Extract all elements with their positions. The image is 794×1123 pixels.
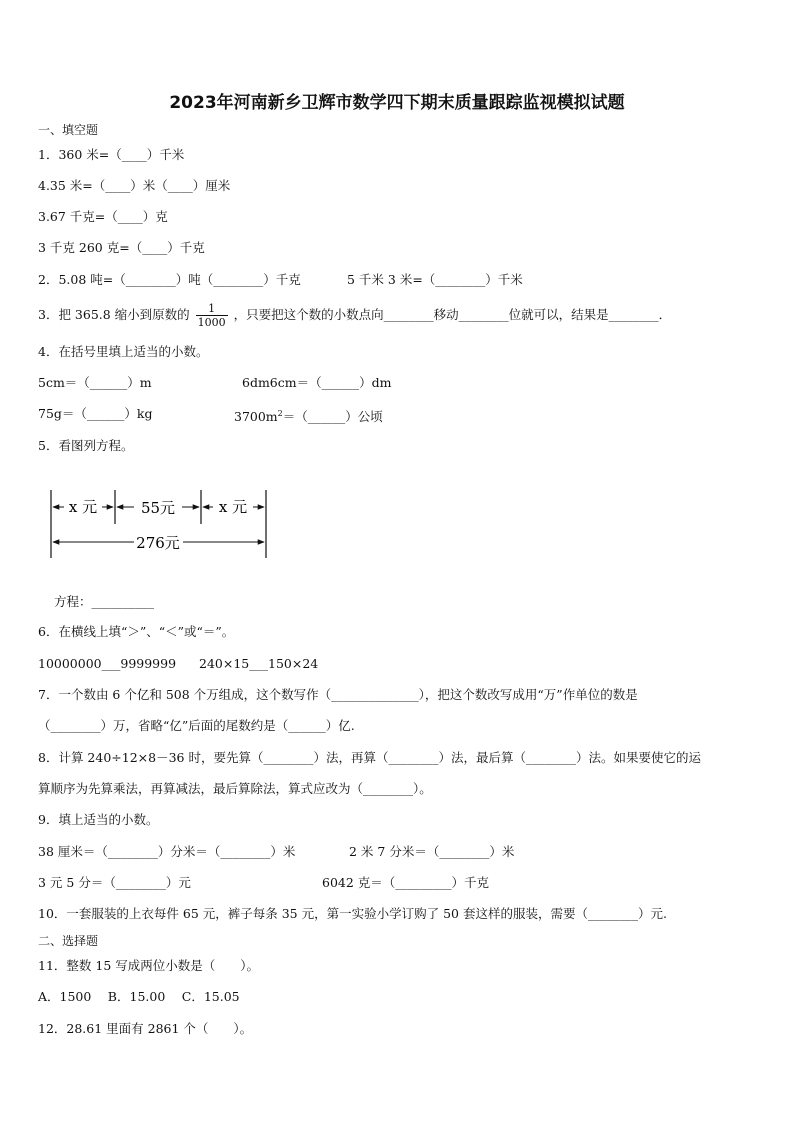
question-6: 6．在横线上填“＞”、“＜”或“＝”。 [38, 624, 235, 639]
question-8-line1: 8．计算 240÷12×8－36 时，要先算（________）法，再算（________）法，最后算（________）法。如果要使它的运 [38, 750, 701, 765]
question-7-line2: （________）万，省略“亿”后面的尾数约是（______）亿. [38, 718, 355, 733]
question-1d: 3 千克 260 克=（____）千克 [38, 240, 205, 255]
section-heading-choice: 二、选择题 [38, 934, 99, 948]
question-7-line1: 7．一个数由 6 个亿和 508 个万组成，这个数写作（______________），把这个数改写成用“万”作单位的数是 [38, 687, 638, 702]
line-segment-diagram [40, 482, 280, 562]
question-6a: 10000000___9999999 [38, 656, 177, 671]
question-11: 11．整数 15 写成两位小数是（ ）。 [38, 958, 260, 973]
question-1c: 3.67 千克=（____）克 [38, 209, 168, 224]
question-4c: 75g＝（______）kg [38, 406, 153, 421]
question-3-prefix: 3．把 365.8 缩小到原数的 [38, 307, 190, 322]
page-title: 2023年河南新乡卫辉市数学四下期末质量跟踪监视模拟试题 [169, 93, 625, 113]
question-1a: 1．360 米=（____）千米 [38, 147, 185, 162]
segment-label-x2: x 元 [218, 498, 248, 516]
question-3-suffix: ，只要把这个数的小数点向________移动________位就可以，结果是________． [233, 307, 672, 322]
question-3 [38, 300, 671, 330]
segment-label-x1: x 元 [68, 498, 98, 516]
question-4a: 5cm＝（______）m [38, 375, 152, 390]
section-heading-fill-blank: 一、填空题 [38, 123, 99, 137]
question-4d-suffix: ＝（______）公顷 [282, 409, 383, 425]
question-6b: 240×15___150×24 [199, 656, 319, 671]
question-5-equation: 方程：__________ [54, 594, 155, 609]
question-9d: 6042 克＝（_________）千克 [322, 875, 490, 890]
question-4b: 6dm6cm＝（______）dm [242, 375, 392, 390]
question-2a: 2．5.08 吨=（________）吨（________）千克 [38, 272, 301, 287]
fraction-numerator: 1 [196, 302, 228, 316]
fraction-denominator: 1000 [197, 316, 226, 329]
question-1b: 4.35 米=（____）米（____）厘米 [38, 178, 231, 193]
question-4: 4．在括号里填上适当的小数。 [38, 344, 209, 359]
total-label: 276元 [136, 534, 180, 552]
question-12: 12．28.61 里面有 2861 个（ ）。 [38, 1021, 253, 1036]
question-4d-prefix: 3700m [234, 409, 278, 425]
question-2b: 5 千米 3 米=（________）千米 [347, 272, 523, 287]
segment-label-55: 55元 [140, 499, 176, 517]
fraction [196, 302, 228, 329]
question-5: 5．看图列方程。 [38, 438, 134, 453]
question-4d [234, 406, 383, 425]
question-9b: 2 米 7 分米＝（________）米 [349, 844, 515, 859]
question-9c: 3 元 5 分＝（________）元 [38, 875, 191, 890]
question-10: 10．一套服装的上衣每件 65 元，裤子每条 35 元，第一实验小学订购了 50 套这样的服装，需要（________）元. [38, 906, 667, 921]
question-9a: 38 厘米＝（________）分米＝（________）米 [38, 844, 296, 859]
superscript: 2 [277, 409, 283, 418]
question-8-line2: 算顺序为先算乘法，再算减法，最后算除法，算式应改为（________）。 [38, 781, 432, 796]
question-11-options: A．1500 B．15.00 C．15.05 [38, 989, 240, 1004]
question-9: 9．填上适当的小数。 [38, 812, 159, 827]
